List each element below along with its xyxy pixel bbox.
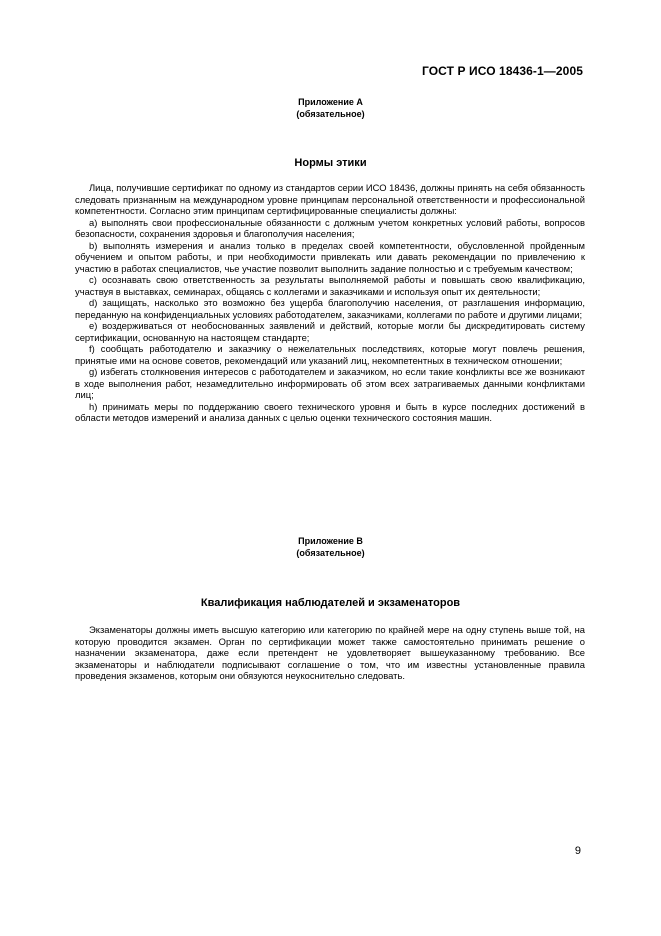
annex-a-title-block	[0, 96, 661, 120]
annex-a-item-d-text: d) защищать, насколько это возможно без ущерба благополучию населения, от разглашения информацию, переданную на конфиденциальных условиях работодателем, заказчиками, коллегами по работе и другими лицами;	[75, 297, 585, 320]
annex-a-item-a	[75, 217, 585, 240]
annex-b-heading: Квалификация наблюдателей и экзаменаторов	[200, 597, 461, 609]
annex-a-item-f-text: f) сообщать работодателю и заказчику о нежелательных последствиях, которые могут повлечь решения, принятые ими на основе советов, рекомендаций или указаний лиц, некомпетентных в техническом отношении;	[75, 343, 585, 366]
annex-b-paragraph-text: Экзаменаторы должны иметь высшую категорию или категорию по крайней мере на одну ступень выше той, на которую проводится экзамен. Орган по сертификации может также самостоятельно принимать решение о назначении экзаменатора, даже если претендент не удовлетворяет вышеуказанному требованию. Все экзаменаторы и наблюдатели подписывают соглашение о том, что им известны установленные правила проведения экзаменов, которым они обязуются неукоснительно следовать.	[75, 624, 585, 681]
annex-a-item-e	[75, 320, 585, 343]
annex-b-status: (обязательное)	[296, 548, 365, 558]
annex-a-title: Приложение А	[298, 97, 363, 107]
annex-a-item-g-text: g) избегать столкновения интересов с работодателем и заказчиком, но если такие конфликты все же возникают в ходе выполнения работ, незамедлительно информировать об этом всех затрагиваемых данными конфликтами лиц;	[75, 366, 585, 400]
annex-a-item-a-text: a) выполнять свои профессиональные обязанности с должным учетом конкретных условий работы, вопросов безопасности, сохранения здоровья и благополучия населения;	[75, 216, 585, 239]
annex-b-title: Приложение В	[298, 536, 363, 546]
annex-a-item-b	[75, 240, 585, 275]
annex-b-paragraph	[75, 624, 585, 682]
annex-b-title-block	[0, 535, 661, 559]
annex-a-body	[75, 182, 585, 424]
annex-a-item-g	[75, 366, 585, 401]
annex-a-item-c-text: c) осознавать свою ответственность за результаты выполняемой работы и повышать свою квалификацию, участвуя в выставках, семинарах, общаясь с коллегами и заказчиками и используя опыт их деятельности;	[75, 274, 585, 297]
annex-a-item-f	[75, 343, 585, 366]
annex-a-paragraph-intro-text: Лица, получившие сертификат по одному из стандартов серии ИСО 18436, должны принять на себя обязанность следовать признанным на международном уровне принципам персональной ответственности и профессиональной компетентности. Согласно этим принципам сертифицированные специалисты должны:	[75, 182, 585, 216]
annex-a-item-b-text: b) выполнять измерения и анализ только в пределах своей компетентности, обусловленной пройденным обучением и опытом работы, и при необходимости привлекать или давать рекомендации по привлечению к участию в работах специалистов, чье участие позволит выполнить задание полностью и с требуемым качеством;	[75, 239, 585, 274]
annex-a-status: (обязательное)	[296, 109, 365, 119]
annex-a-item-e-text: e) воздерживаться от необоснованных заявлений и действий, которые могли бы дискредитировать систему сертификации, основанную на настоящем стандарте;	[75, 320, 585, 343]
page-number: 9	[574, 845, 581, 857]
annex-a-paragraph-intro	[75, 182, 585, 217]
document-standard-header: ГОСТ Р ИСО 18436-1—2005	[421, 64, 583, 78]
annex-a-heading: Нормы этики	[294, 157, 367, 169]
annex-a-item-h-text: h) принимать меры по поддержанию своего технического уровня и быть в курсе последних достижений в области методов измерений и анализа данных с целью оценки технического состояния машин.	[75, 400, 585, 423]
annex-b-body	[75, 624, 585, 682]
annex-a-item-c	[75, 274, 585, 297]
annex-a-item-d	[75, 297, 585, 320]
annex-a-item-h	[75, 401, 585, 424]
